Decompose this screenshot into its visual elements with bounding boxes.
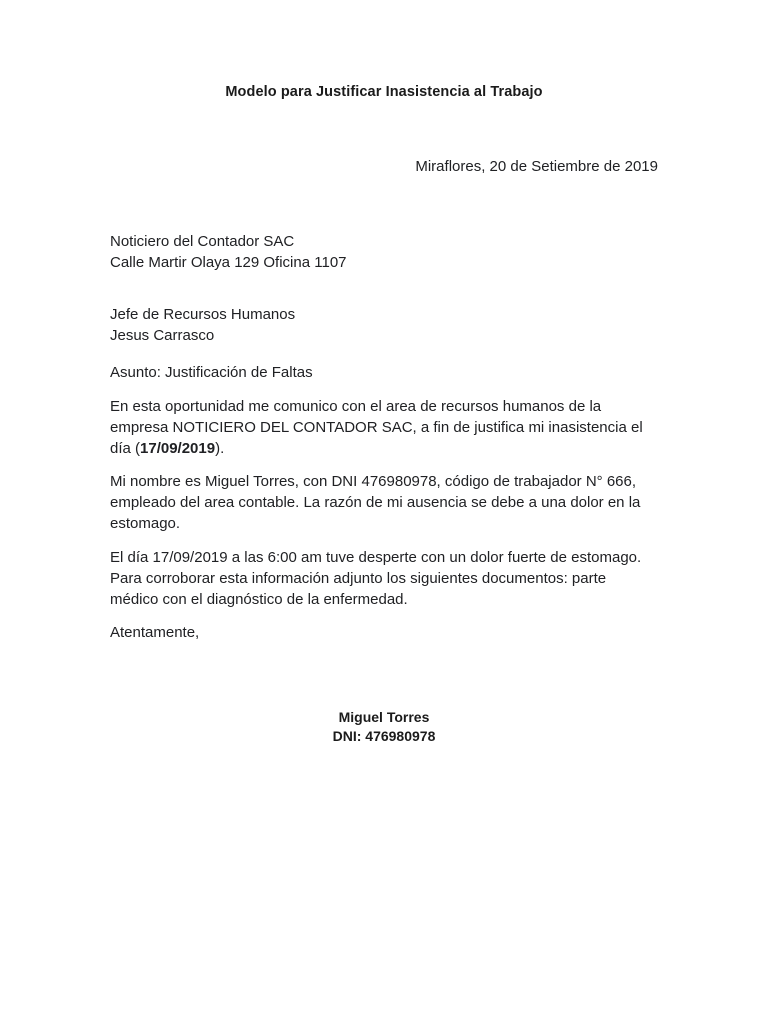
addressee-address: Calle Martir Olaya 129 Oficina 1107 bbox=[110, 254, 347, 271]
body-paragraph-2: Mi nombre es Miguel Torres, con DNI 476980978, código de trabajador N° 666, empleado del area contable. La razón de mi ausencia se debe a una dolor en la estomago. bbox=[110, 473, 641, 532]
paragraph-1-text-end: ). bbox=[215, 440, 225, 457]
closing-salutation: Atentamente, bbox=[110, 624, 200, 641]
body-paragraph-1 bbox=[110, 396, 658, 459]
signature-dni: DNI: 476980978 bbox=[332, 728, 436, 744]
attention-name: Jesus Carrasco bbox=[110, 327, 215, 344]
page-title: Modelo para Justificar Inasistencia al Trabajo bbox=[225, 84, 543, 100]
signature-name: Miguel Torres bbox=[338, 709, 430, 725]
addressee-company: Noticiero del Contador SAC bbox=[110, 233, 295, 250]
attention-role: Jefe de Recursos Humanos bbox=[110, 306, 296, 323]
attention-block bbox=[110, 304, 658, 346]
addressee-block bbox=[110, 231, 658, 273]
signature-block bbox=[234, 708, 534, 746]
body-paragraph-3: El día 17/09/2019 a las 6:00 am tuve desperte con un dolor fuerte de estomago. Para corroborar esta información adjunto los siguientes documentos: parte médico con el diagnóstico de la enfermedad. bbox=[110, 549, 642, 608]
place-and-date: Miraflores, 20 de Setiembre de 2019 bbox=[415, 158, 658, 175]
subject-line: Asunto: Justificación de Faltas bbox=[110, 364, 313, 381]
paragraph-1-text-start: En esta oportunidad me comunico con el area de recursos humanos de la empresa NOTICIERO DEL CONTADOR SAC, a fin de justifica mi inasistencia el día ( bbox=[110, 398, 643, 457]
absence-date-highlight: 17/09/2019 bbox=[140, 440, 216, 457]
